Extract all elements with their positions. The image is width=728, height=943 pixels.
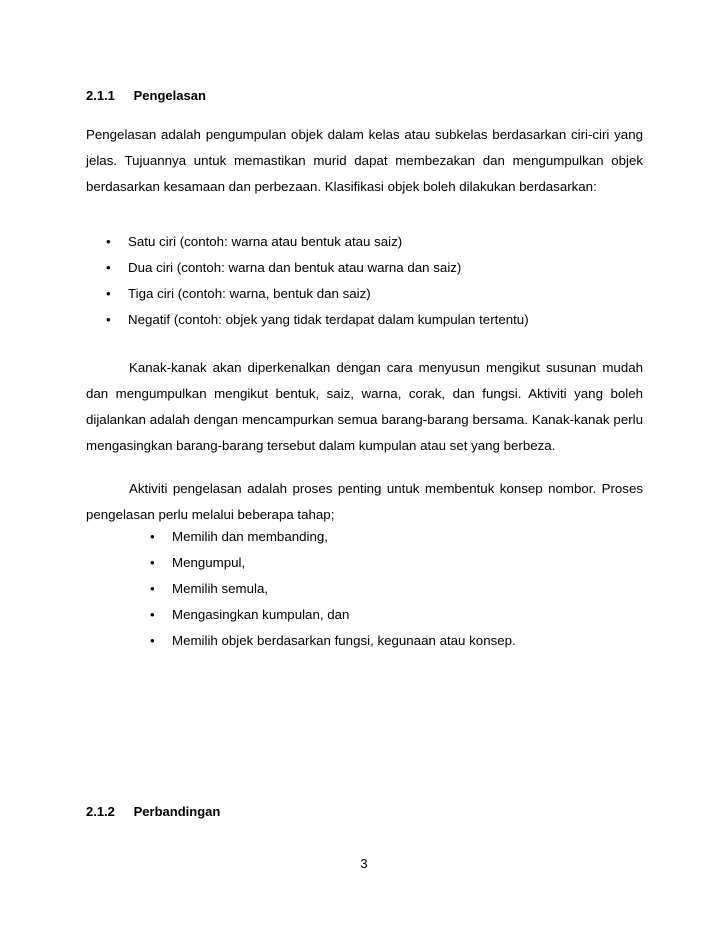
bullet-icon: • — [106, 260, 111, 275]
bullet-icon: • — [106, 286, 111, 301]
paragraph-definition: Pengelasan adalah pengumpulan objek dalam kelas atau subkelas berdasarkan ciri-ciri yang jelas. Tujuannya untuk memastikan murid dapat membezakan dan mengumpulkan objek berdasarkan kesamaan dan perbezaan. Klasifikasi objek boleh dilakukan berdasarkan: — [86, 127, 643, 194]
bullet-icon: • — [150, 555, 155, 570]
list-item: • Negatif (contoh: objek yang tidak terdapat dalam kumpulan tertentu) — [128, 307, 529, 333]
bullet-icon: • — [150, 633, 155, 648]
section-number: 2.1.2 — [86, 804, 115, 819]
bullet-icon: • — [106, 312, 111, 327]
list-item: • Mengumpul, — [172, 550, 516, 576]
section-heading-2-1-2 — [86, 804, 220, 820]
list-item: • Memilih objek berdasarkan fungsi, kegunaan atau konsep. — [172, 628, 516, 654]
page-number: 3 — [360, 856, 368, 871]
bullet-icon: • — [106, 234, 111, 249]
list-item: • Memilih semula, — [172, 576, 516, 602]
section-number: 2.1.1 — [86, 88, 115, 103]
section-title: Perbandingan — [133, 804, 221, 819]
section-title: Pengelasan — [133, 88, 206, 103]
list-item: • Mengasingkan kumpulan, dan — [172, 602, 516, 628]
stages-list — [150, 524, 516, 654]
bullet-icon: • — [150, 581, 155, 596]
section-heading-2-1-1 — [86, 88, 206, 104]
list-item: • Memilih dan membanding, — [172, 524, 516, 550]
list-item: • Dua ciri (contoh: warna dan bentuk atau warna dan saiz) — [128, 255, 529, 281]
paragraph-process: Aktiviti pengelasan adalah proses penting untuk membentuk konsep nombor. Proses pengelasan perlu melalui beberapa tahap; — [86, 481, 643, 522]
list-item: • Satu ciri (contoh: warna atau bentuk atau saiz) — [128, 229, 529, 255]
paragraph-activity: Kanak-kanak akan diperkenalkan dengan cara menyusun mengikut susunan mudah dan mengumpulkan mengikut bentuk, saiz, warna, corak, dan fungsi. Aktiviti yang boleh dijalankan adalah dengan mencampurkan semua barang-barang bersama. Kanak-kanak perlu mengasingkan barang-barang tersebut dalam kumpulan atau set yang berbeza. — [86, 360, 643, 453]
criteria-list — [106, 229, 529, 333]
bullet-icon: • — [150, 529, 155, 544]
list-item: • Tiga ciri (contoh: warna, bentuk dan saiz) — [128, 281, 529, 307]
bullet-icon: • — [150, 607, 155, 622]
